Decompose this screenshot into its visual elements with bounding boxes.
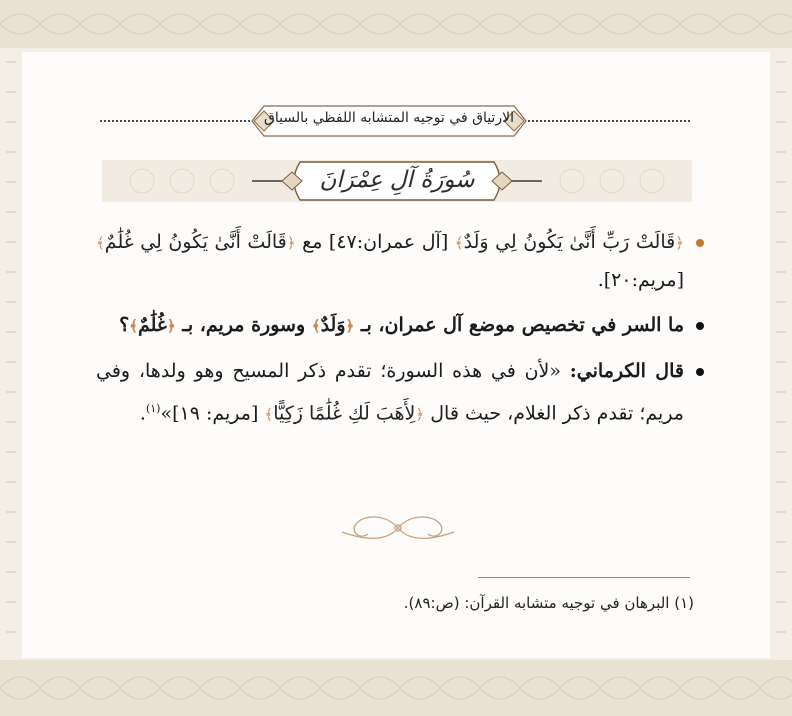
speaker-label: قال الكرماني: (569, 360, 684, 382)
quran-bracket-close-icon: ﴾ (454, 234, 464, 252)
running-header-title: الارتياق في توجيه المتشابه اللفظي بالسياق (264, 110, 514, 126)
quran-bracket-open-icon: ﴿ (345, 317, 355, 335)
main-text (96, 224, 704, 441)
quran-bracket-open-icon: ﴿ (675, 234, 684, 252)
list-item (96, 353, 704, 433)
question-text: وسورة مريم، بـ (182, 314, 306, 336)
quran-word: وَلَدٌ (320, 314, 346, 336)
section-divider-ornament (334, 510, 462, 546)
header-plate (250, 102, 528, 140)
quran-word: غُلَٰمٌ (137, 314, 167, 336)
header-dotted-rule-right (528, 120, 690, 122)
left-border-ornament (0, 52, 22, 658)
question-text: ما السر في تخصيص موضع آل عمران، بـ (360, 314, 684, 336)
right-border-ornament (770, 52, 792, 658)
footnote-separator (478, 577, 690, 578)
quotation-text: «لأن في هذه السورة؛ تقدم ذكر المسيح وهو ولدها، وفي مريم؛ تقدم ذكر الغلام، حيث قال (96, 360, 684, 425)
footnote-marker: (١) (145, 402, 161, 415)
quran-bracket-open-icon: ﴿ (415, 405, 425, 424)
quran-bracket-open-icon: ﴿ (286, 234, 296, 252)
bullet-icon (696, 322, 704, 330)
quran-bracket-close-icon: ﴾ (264, 405, 274, 424)
quran-bracket-close-icon: ﴾ (129, 317, 138, 335)
bullet-icon (696, 239, 704, 247)
verse-reference: [مريم:٢٠]. (597, 269, 684, 291)
header-dotted-rule-left (100, 120, 250, 122)
footnote: (١) البرهان في توجيه متشابه القرآن: (ص:٨٩). (403, 594, 694, 612)
quran-verse: قَالَتْ أَنَّىٰ يَكُونُ لِي غُلَٰمٌ (104, 231, 287, 253)
verse-reference: [مريم: ١٩]» (160, 402, 259, 425)
surah-title: سُورَةُ آلِ عِمْرَانَ (319, 167, 475, 193)
list-item (96, 307, 704, 345)
surah-title-banner (102, 156, 692, 206)
quran-verse: قَالَتْ رَبِّ أَنَّىٰ يَكُونُ لِي وَلَدٌ (463, 231, 676, 253)
quran-bracket-close-icon: ﴾ (311, 317, 321, 335)
quran-verse: لِأَهَبَ لَكِ غُلَٰمًا زَكِيًّا (273, 402, 416, 425)
conjunction-text: مع (302, 231, 323, 253)
sentence-end: . (139, 402, 146, 425)
running-header (100, 102, 690, 142)
quran-bracket-close-icon: ﴾ (96, 234, 105, 252)
list-item (96, 224, 704, 299)
top-decorative-band (0, 0, 792, 48)
verse-reference: [آل عمران:٤٧] (328, 231, 449, 253)
question-mark: ؟ (119, 314, 130, 336)
bullet-icon (696, 368, 704, 376)
bottom-decorative-band (0, 660, 792, 716)
quran-bracket-open-icon: ﴿ (166, 317, 176, 335)
